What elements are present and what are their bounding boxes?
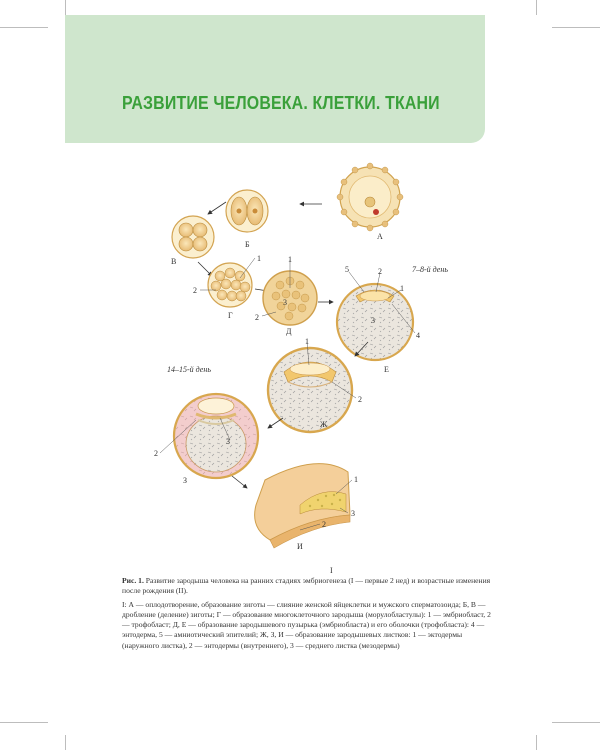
stage-i-embryo-layers	[255, 464, 350, 548]
label-stage-b: Б	[245, 240, 250, 249]
stage-g-morula	[208, 263, 252, 307]
label-stage-d: Д	[286, 327, 292, 336]
num-e-4: 4	[416, 331, 420, 340]
label-stage-z: З	[183, 476, 188, 485]
label-stage-e: Е	[384, 365, 389, 374]
label-stage-zh: Ж	[320, 420, 328, 429]
num-z-2: 2	[154, 449, 158, 458]
num-zh-1: 1	[305, 337, 309, 346]
label-stage-v: В	[171, 257, 177, 266]
num-e-1: 1	[400, 284, 404, 293]
stage-a-zygote	[337, 163, 403, 231]
stage-z-embryo	[174, 394, 258, 478]
num-e-3: 3	[371, 316, 375, 325]
figure-caption	[122, 576, 494, 655]
chapter-title: РАЗВИТИЕ ЧЕЛОВЕКА. КЛЕТКИ. ТКАНИ	[122, 92, 440, 113]
num-g-2: 2	[193, 286, 197, 295]
caption-title-text: Развитие зародыша человека на ранних стадиях эмбриогенеза (I — первые 2 нед) и возрастные изменения после рождения (II).	[122, 576, 491, 596]
label-stage-g: Г	[228, 311, 233, 320]
arrow	[232, 476, 247, 488]
caption-body: I: А — оплодотворение, образование зиготы — слияние женской яйцеклетки и мужского сперматозоида; Б, В — дробление (деление) зиготы; Г — образование многоклеточного зародыша (морулобластулы): 1 — эмбриобласт, 2 — трофобласт; Д, Е — образование зародышевого пузырька (эмбриобласта) и его оболочки (трофобласта): 4 — энтодерма, 5 — амниотический эпителий; Ж, З, И — образование зародышевых листков: 1 — эктодермы (наружного листка), 2 — энтодермы (внутреннего), 3 — среднего листка (мезодермы)	[122, 600, 491, 650]
label-stage-a: А	[377, 232, 383, 241]
num-d-1: 1	[288, 255, 292, 264]
num-d-3: 3	[283, 298, 287, 307]
stage-b-two-cell	[226, 190, 268, 232]
label-day-14-15: 14–15-й день	[167, 365, 211, 374]
caption-prefix: Рис. 1.	[122, 576, 144, 585]
label-day-7-8: 7–8-й день	[412, 265, 448, 274]
arrow	[208, 202, 226, 214]
num-d-2: 2	[255, 313, 259, 322]
num-g-1: 1	[257, 254, 261, 263]
num-i-1: 1	[354, 475, 358, 484]
label-part-one: I	[330, 566, 333, 575]
caption-title	[122, 576, 494, 596]
num-i-2: 2	[322, 520, 326, 529]
num-zh-2: 2	[358, 395, 362, 404]
arrow	[198, 262, 212, 276]
label-stage-i: И	[297, 542, 303, 551]
stage-v-four-cell	[172, 216, 214, 258]
num-e-2: 2	[378, 267, 382, 276]
arrow	[268, 418, 283, 428]
num-i-3: 3	[351, 509, 355, 518]
num-z-3: 3	[226, 437, 230, 446]
stage-e-blastocyst	[337, 284, 413, 360]
num-e-5: 5	[345, 265, 349, 274]
